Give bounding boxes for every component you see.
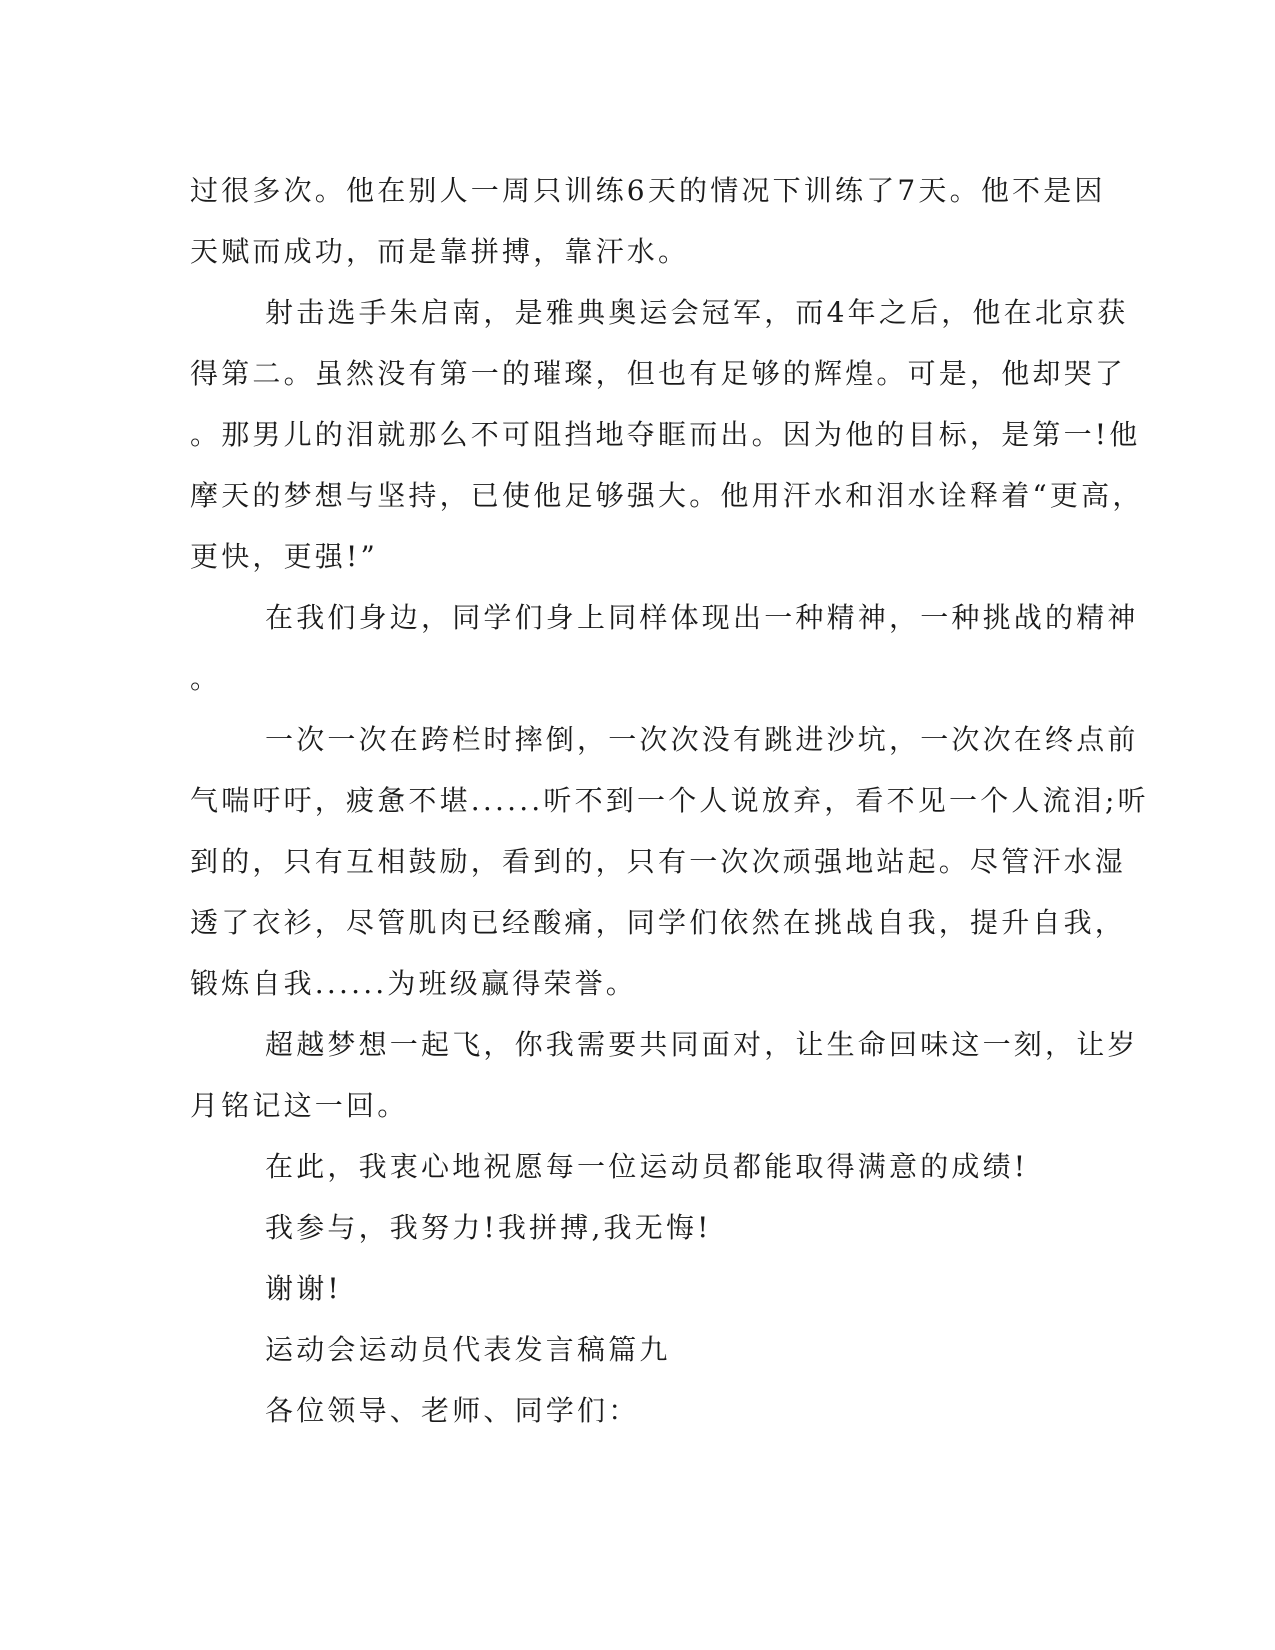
text-line: 月铭记这一回。 [190,1089,409,1122]
text-line: 在此，我衷心地祝愿每一位运动员都能取得满意的成绩! [265,1150,1029,1183]
text-line: 射击选手朱启南，是雅典奥运会冠军，而4年之后，他在北京获 [265,296,1129,329]
document-body [190,160,1149,1441]
paragraph [190,1197,1080,1258]
paragraph [190,1258,1080,1319]
text-line: 更快，更强!” [190,540,378,573]
text-line: 一次一次在跨栏时摔倒，一次次没有跳进沙坑，一次次在终点前 [265,723,1139,756]
text-line: 运动会运动员代表发言稿篇九 [265,1333,671,1366]
paragraph [190,282,1144,587]
paragraph [190,1136,1080,1197]
text-line: 得第二。虽然没有第一的璀璨，但也有足够的辉煌。可是，他却哭了 [190,357,1127,390]
text-line: 我参与，我努力!我拼搏,我无悔! [265,1211,712,1244]
text-line: 超越梦想一起飞，你我需要共同面对，让生命回味这一刻，让岁 [265,1028,1139,1061]
text-line: 透了衣衫，尽管肌肉已经酸痛，同学们依然在挑战自我，提升自我， [190,906,1127,939]
salutation [190,1380,1080,1441]
text-line: 到的，只有互相鼓励，看到的，只有一次次顽强地站起。尽管汗水湿 [190,845,1127,878]
text-line: 天赋而成功，而是靠拼搏，靠汗水。 [190,235,690,268]
text-line: 。那男儿的泪就那么不可阻挡地夺眶而出。因为他的目标，是第一!他 [190,418,1141,451]
section-heading [190,1319,1080,1380]
text-line: 。 [190,662,222,695]
text-line: 气喘吁吁，疲惫不堪......听不到一个人说放弃，看不见一个人流泪;听 [190,784,1149,817]
text-line: 谢谢! [265,1272,342,1305]
paragraph [190,709,1149,1014]
text-line: 在我们身边，同学们身上同样体现出一种精神，一种挑战的精神 [265,601,1139,634]
text-line: 过很多次。他在别人一周只训练6天的情况下训练了7天。他不是因 [190,174,1106,207]
paragraph [190,587,1139,709]
text-line: 锻炼自我......为班级赢得荣誉。 [190,967,638,1000]
paragraph [190,160,1106,282]
text-line: 摩天的梦想与坚持，已使他足够强大。他用汗水和泪水诠释着“更高， [190,479,1144,512]
paragraph [190,1014,1139,1136]
text-line: 各位领导、老师、同学们： [265,1394,640,1427]
